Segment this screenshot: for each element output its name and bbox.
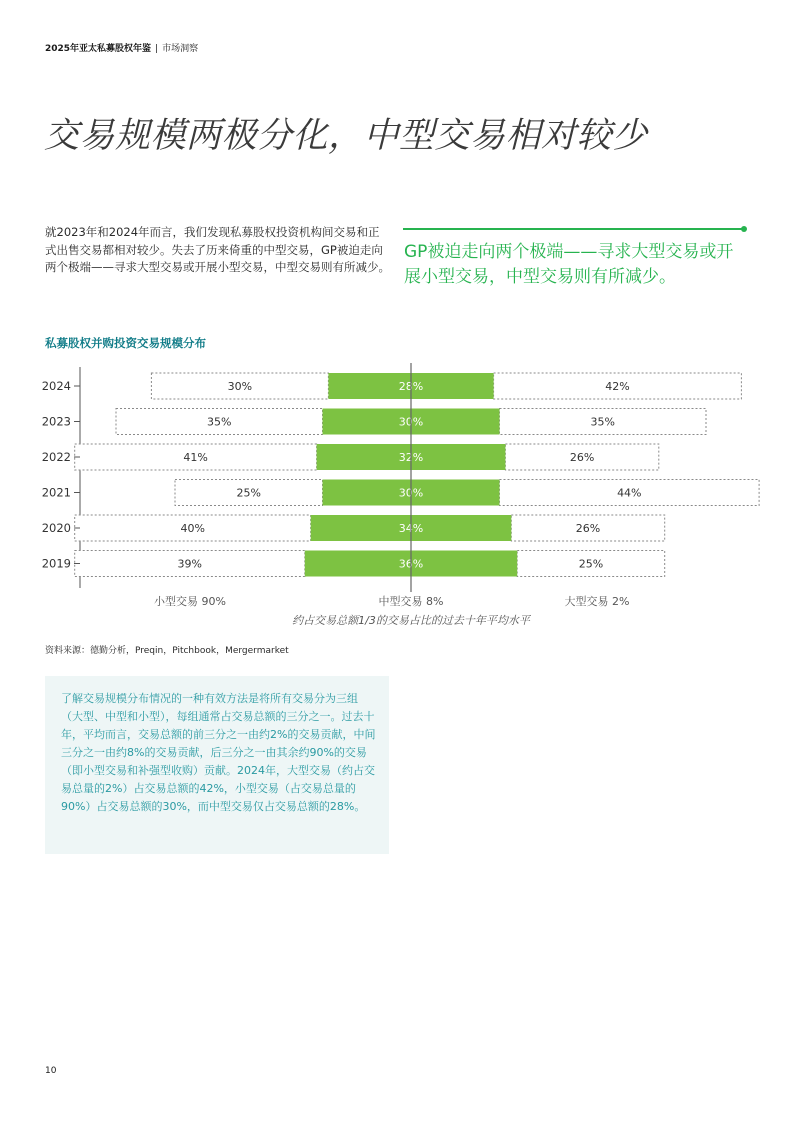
chart-annotation: 约占交易总额1/3的交易占比的过去十年平均水平	[292, 614, 530, 627]
y-tick-label: 2024	[41, 379, 71, 393]
header-separator: |	[155, 44, 159, 54]
data-label-small: 39%	[177, 557, 202, 571]
deal-size-chart	[0, 355, 793, 635]
data-label-small: 25%	[236, 486, 261, 500]
data-label-mid: 28%	[398, 380, 424, 393]
info-callout	[45, 676, 389, 854]
data-label-mid: 36%	[398, 557, 424, 571]
page-title: 交易规模两极分化，中型交易相对较少	[44, 116, 648, 156]
page-number: 10	[45, 1066, 57, 1076]
data-label-large: 26%	[575, 522, 601, 535]
data-label-large: 42%	[605, 380, 630, 393]
y-tick-label: 2019	[41, 556, 71, 571]
legend-mid: 中型交易 8%	[378, 595, 444, 608]
data-label-large: 44%	[617, 486, 642, 500]
data-label-small: 40%	[180, 522, 205, 535]
book-title: 2025年亚太私募股权年鉴	[45, 44, 152, 54]
quote-rule	[403, 228, 743, 230]
data-label-mid: 30%	[398, 415, 424, 429]
running-header	[45, 41, 198, 54]
intro-paragraph: 就2023年和2024年而言，我们发现私募股权投资机构间交易和正式出售交易都相对较少。失去了历来倚重的中型交易，GP被迫走向两个极端——寻求大型交易或开展小型交易，中型交易则有所减少。	[45, 225, 390, 274]
y-tick-label: 2021	[41, 485, 71, 500]
data-label-mid: 34%	[398, 522, 424, 535]
data-label-large: 35%	[590, 415, 615, 429]
data-label-small: 30%	[227, 380, 253, 393]
legend-small: 小型交易 90%	[154, 595, 226, 608]
section-name: 市场洞察	[162, 44, 199, 54]
y-tick-label: 2020	[41, 521, 71, 535]
data-label-large: 26%	[569, 451, 595, 464]
data-label-small: 41%	[183, 451, 208, 464]
quote-rule-dot	[741, 226, 747, 232]
pull-quote: GP被迫走向两个极端——寻求大型交易或开展小型交易，中型交易则有所减少。	[404, 242, 734, 287]
source-note: 资料来源：德勤分析，Preqin，Pitchbook，Mergermarket	[45, 646, 289, 656]
callout-text: 了解交易规模分布情况的一种有效方法是将所有交易分为三组（大型、中型和小型），每组通常占交易总额的三分之一。过去十年，平均而言，交易总额的前三分之一由约2%的交易贡献，中间三分之一由约8%的交易贡献，后三分之一由其余约90%的交易（即小型交易和补强型收购）贡献。2024年，大型交易（约占交易总量的2%）占交易总额的42%，小型交易（占交易总量的90%）占交易总额的30%，而中型交易仅占交易总额的28%。	[61, 692, 376, 813]
y-tick-label: 2023	[41, 414, 71, 429]
data-label-mid: 30%	[398, 486, 424, 500]
data-label-large: 25%	[578, 557, 604, 571]
chart-title: 私募股权并购投资交易规模分布	[45, 336, 206, 350]
data-label-mid: 32%	[398, 451, 424, 464]
legend-large: 大型交易 2%	[564, 595, 630, 608]
y-tick-label: 2022	[41, 450, 71, 464]
data-label-small: 35%	[207, 415, 232, 429]
